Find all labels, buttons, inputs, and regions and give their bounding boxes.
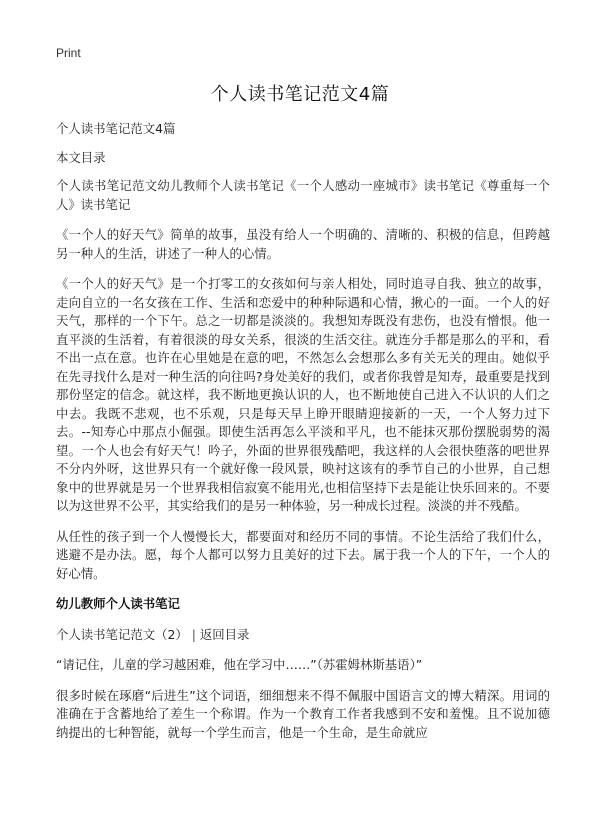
paragraph-2: 《一个人的好天气》是一个打零工的女孩如何与亲人相处，同时追寻自我、独立的故事，走向自立的一名女孩在工作、生活和恋爱中的种种际遇和心情，揪心的一面。一个人的好天气，那样的一个下午。总之一切都是淡淡的。我想知寿既没有悲伤，也没有憎恨。他一直平淡的生活着，有着很淡的母女关系，很淡的生活交往。就连分手都是那么的平和，看不出一点在意。也许在心里她是在意的吧，不然怎么会想那么多有关无关的理由。她似乎在先寻找什么是对一种生活的向往吗?身处美好的我们，或者你我曾是知寿，最重要是找到那份坚定的信念。就这样，我不断地更换认识的人，也不断地使自己进入不认识的人们之中去。我既不悲观，也不乐观，只是每天早上睁开眼睛迎接新的一天，一个人努力过下去。--知寿心中那点小倔强。即使生活再怎么平淡和平凡，也不能抹灭那份摆脱弱势的渴望。一个人也会有好天气！吟子，外面的世界很残酷吧，我这样的人会很快堕落的吧世界不分内外呀，这世界只有一个就好像一段风景，映衬这该有的季节自己的小世界，自己想象中的世界就是另一个世界我相信寂寞不能用光,也相信坚持下去是能让快乐回来的。不要以为这世界不公平，其实给我们的是另一种体验，另一种成长过程。淡淡的并不残酷。 — [56, 276, 550, 513]
paragraph-3: 从任性的孩子到一个人慢慢长大，都要面对和经历不同的事情。不论生活给了我们什么，逃避不是办法。愿，每个人都可以努力且美好的过下去。属于我一个人的下午，一个人的好心情。 — [56, 528, 550, 581]
paragraph-1: 《一个人的好天气》简单的故事，虽没有给人一个明确的、清晰的、积极的信息，但跨越另一种人的生活，讲述了一种人的心情。 — [56, 227, 550, 261]
section-heading: 幼儿教师个人读书笔记 — [56, 596, 180, 611]
paragraph-4: 很多时候在琢磨“后进生”这个词语，细细想来不得不佩服中国语言文的博大精深。用词的准确在于含蓄地给了差生一个称谓。作为一个教育工作者我感到不安和羞愧。且不说加德纳提出的七种智能，就每一个学生而言，他是一个生命，是生命就应 — [56, 687, 550, 740]
back-to-toc-link[interactable]: 返回目录 — [199, 626, 250, 642]
toc-label: 本文目录 — [56, 149, 106, 165]
document-subtitle: 个人读书笔记范文4篇 — [56, 121, 176, 136]
document-body — [56, 120, 550, 754]
section-nav-separator: | — [191, 626, 196, 642]
toc-line[interactable]: 个人读书笔记范文幼儿教师个人读书笔记《一个人感动一座城市》读书笔记《尊重每一个人》读书笔记 — [56, 178, 550, 212]
page-title: 个人读书笔记范文4篇 — [210, 84, 390, 105]
section-nav — [56, 626, 550, 645]
section-nav-label: 个人读书笔记范文（2） — [56, 626, 188, 642]
print-link[interactable]: Print — [56, 46, 81, 60]
quote-line: “请记住，儿童的学习越困难，他在学习中……”（苏霍姆林斯基语）” — [56, 657, 423, 672]
